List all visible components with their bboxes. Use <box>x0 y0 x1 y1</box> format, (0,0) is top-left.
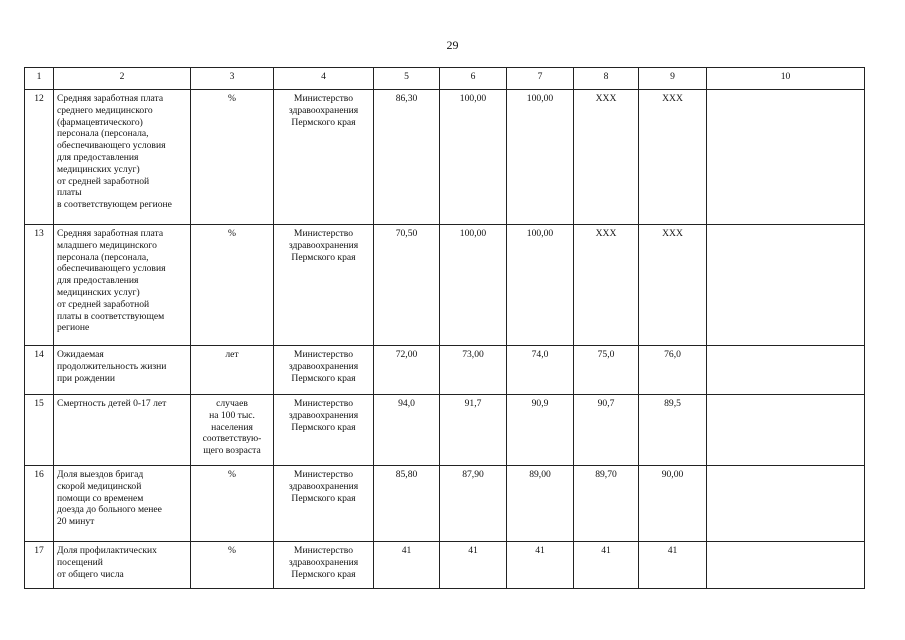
table-row <box>25 542 865 589</box>
responsible: Министерство здравоохранения Пермского края <box>274 542 374 589</box>
value-col-10 <box>707 542 865 589</box>
value-col-6: 73,00 <box>440 346 507 395</box>
value-col-7: 41 <box>507 542 574 589</box>
indicator-name: Смертность детей 0-17 лет <box>54 395 191 466</box>
table-row <box>25 225 865 346</box>
value-col-10 <box>707 346 865 395</box>
responsible: Министерство здравоохранения Пермского края <box>274 395 374 466</box>
value-col-8: 89,70 <box>574 466 639 542</box>
row-number: 12 <box>25 90 54 225</box>
value-col-8: 90,7 <box>574 395 639 466</box>
unit: случаев на 100 тыс. населения соответствую- щего возраста <box>191 395 274 466</box>
row-number: 17 <box>25 542 54 589</box>
value-col-5: 41 <box>374 542 440 589</box>
value-col-10 <box>707 225 865 346</box>
table-row <box>25 346 865 395</box>
column-header: 5 <box>374 68 440 90</box>
value-col-5: 85,80 <box>374 466 440 542</box>
responsible: Министерство здравоохранения Пермского края <box>274 346 374 395</box>
value-col-10 <box>707 395 865 466</box>
value-col-8: XXX <box>574 90 639 225</box>
table-row <box>25 466 865 542</box>
value-col-7: 100,00 <box>507 225 574 346</box>
unit: % <box>191 542 274 589</box>
value-col-5: 86,30 <box>374 90 440 225</box>
value-col-7: 89,00 <box>507 466 574 542</box>
column-header: 6 <box>440 68 507 90</box>
column-header: 1 <box>25 68 54 90</box>
value-col-9: 76,0 <box>639 346 707 395</box>
value-col-10 <box>707 90 865 225</box>
table-row <box>25 395 865 466</box>
value-col-8: 75,0 <box>574 346 639 395</box>
value-col-10 <box>707 466 865 542</box>
responsible: Министерство здравоохранения Пермского края <box>274 225 374 346</box>
value-col-5: 72,00 <box>374 346 440 395</box>
column-header: 7 <box>507 68 574 90</box>
value-col-5: 70,50 <box>374 225 440 346</box>
column-header: 3 <box>191 68 274 90</box>
unit: лет <box>191 346 274 395</box>
value-col-6: 41 <box>440 542 507 589</box>
value-col-9: 90,00 <box>639 466 707 542</box>
value-col-9: XXX <box>639 90 707 225</box>
value-col-5: 94,0 <box>374 395 440 466</box>
value-col-9: 41 <box>639 542 707 589</box>
value-col-8: 41 <box>574 542 639 589</box>
table-row <box>25 90 865 225</box>
row-number: 16 <box>25 466 54 542</box>
value-col-9: XXX <box>639 225 707 346</box>
column-header: 2 <box>54 68 191 90</box>
value-col-6: 87,90 <box>440 466 507 542</box>
indicator-name: Средняя заработная плата младшего медицинского персонала (персонала, обеспечивающего условия для предоставления медицинских услуг) от средней заработной платы в соответствующем регионе <box>54 225 191 346</box>
column-header: 8 <box>574 68 639 90</box>
responsible: Министерство здравоохранения Пермского края <box>274 466 374 542</box>
value-col-8: XXX <box>574 225 639 346</box>
row-number: 13 <box>25 225 54 346</box>
value-col-7: 74,0 <box>507 346 574 395</box>
indicator-name: Доля профилактических посещений от общего числа <box>54 542 191 589</box>
row-number: 15 <box>25 395 54 466</box>
column-number-row <box>25 68 865 90</box>
unit: % <box>191 90 274 225</box>
unit: % <box>191 225 274 346</box>
value-col-9: 89,5 <box>639 395 707 466</box>
value-col-7: 90,9 <box>507 395 574 466</box>
responsible: Министерство здравоохранения Пермского края <box>274 90 374 225</box>
column-header: 9 <box>639 68 707 90</box>
indicator-name: Ожидаемая продолжительность жизни при рождении <box>54 346 191 395</box>
row-number: 14 <box>25 346 54 395</box>
value-col-7: 100,00 <box>507 90 574 225</box>
indicator-name: Средняя заработная плата среднего медицинского (фармацевтического) персонала (персонала, обеспечивающего условия для предоставления медицинских услуг) от средней заработной платы в соответствующем регионе <box>54 90 191 225</box>
indicator-name: Доля выездов бригад скорой медицинской помощи со временем доезда до больного менее 20 минут <box>54 466 191 542</box>
unit: % <box>191 466 274 542</box>
column-header: 10 <box>707 68 865 90</box>
value-col-6: 91,7 <box>440 395 507 466</box>
indicators-table <box>24 67 865 589</box>
page-number: 29 <box>446 38 459 52</box>
value-col-6: 100,00 <box>440 225 507 346</box>
value-col-6: 100,00 <box>440 90 507 225</box>
column-header: 4 <box>274 68 374 90</box>
